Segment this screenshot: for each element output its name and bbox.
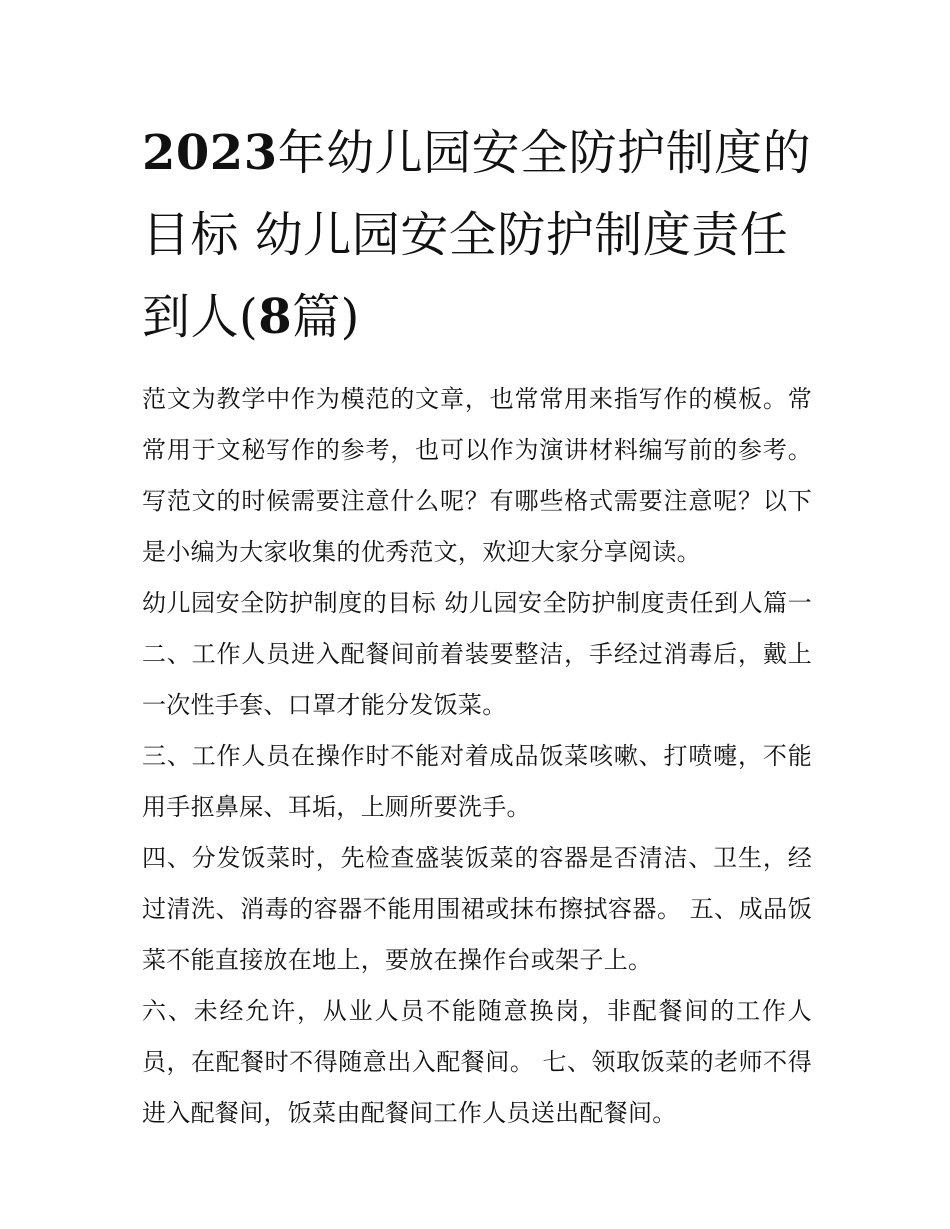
title-tail: 篇)	[292, 289, 360, 345]
document-title	[142, 112, 812, 358]
document-page	[142, 112, 812, 1139]
title-count: 8	[258, 289, 293, 345]
paragraph-rule-six-seven: 六、未经允许，从业人员不能随意换岗，非配餐间的工作人员，在配餐时不得随意出入配餐间。 七、领取饭菜的老师不得进入配餐间，饭菜由配餐间工作人员送出配餐间。	[142, 997, 812, 1127]
paragraph-rule-four-five: 四、分发饭菜时，先检查盛装饭菜的容器是否清洁、卫生，经过清洗、消毒的容器不能用围裙或抹布擦拭容器。 五、成品饭菜不能直接放在地上，要放在操作台或架子上。	[142, 844, 812, 974]
title-main: 年幼儿园安全防护制度的目标 幼儿园安全防护制度责任到人(	[142, 125, 812, 345]
paragraph-section-one: 幼儿园安全防护制度的目标 幼儿园安全防护制度责任到人篇一 二、工作人员进入配餐间前着装要整洁，手经过消毒后，戴上一次性手套、口罩才能分发饭菜。	[142, 589, 812, 719]
title-year: 2023	[142, 125, 278, 181]
paragraph-intro: 范文为教学中作为模范的文章，也常常用来指写作的模板。常常用于文秘写作的参考，也可以作为演讲材料编写前的参考。写范文的时候需要注意什么呢？有哪些格式需要注意呢？以下是小编为大家收集的优秀范文，欢迎大家分享阅读。	[142, 385, 812, 566]
paragraph-rule-three: 三、工作人员在操作时不能对着成品饭菜咳嗽、打喷嚏，不能用手抠鼻屎、耳垢，上厕所要洗手。	[142, 742, 812, 821]
